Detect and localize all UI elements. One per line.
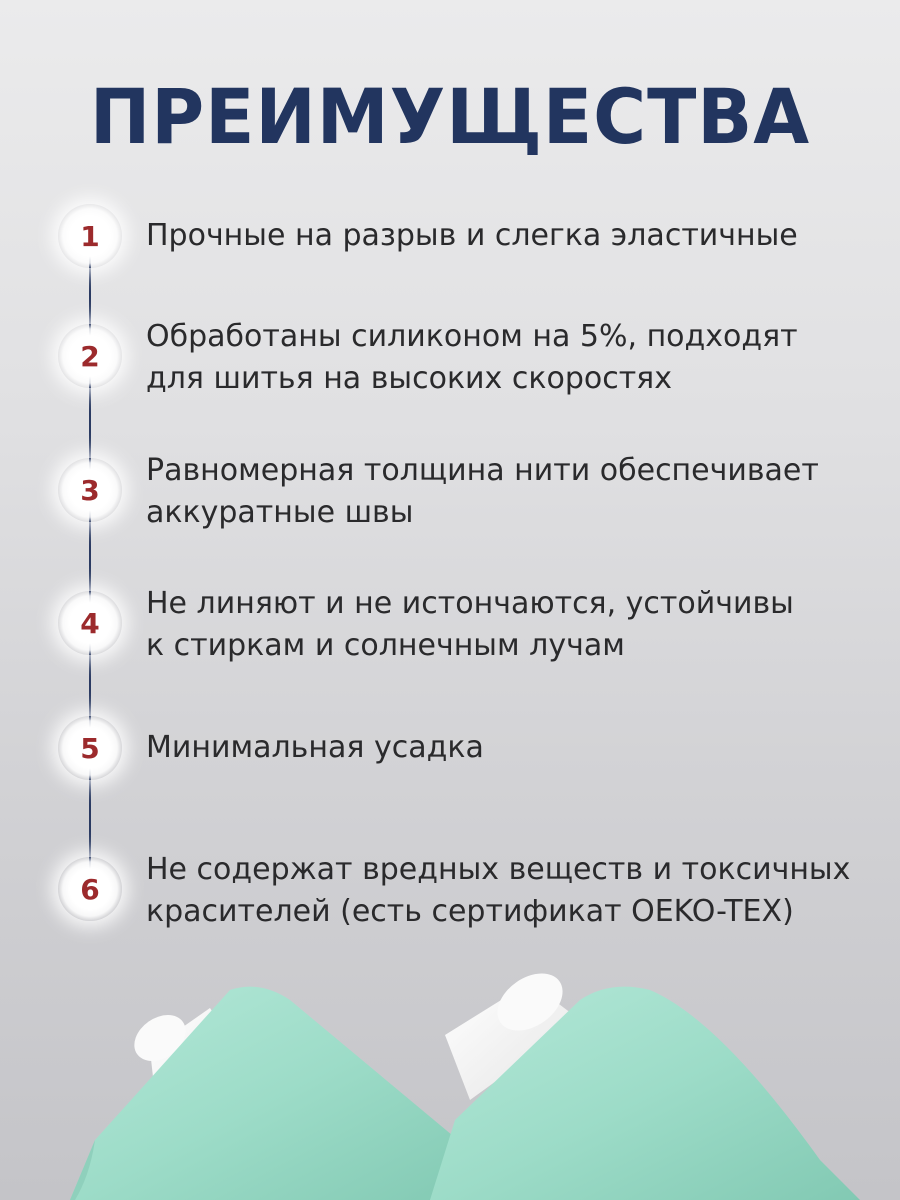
spool-left xyxy=(70,987,480,1200)
spool-right xyxy=(430,962,860,1200)
number-badge xyxy=(58,591,122,655)
item-line: для шитья на высоких скоростях xyxy=(146,361,672,396)
item-text xyxy=(146,450,866,534)
thread-spools-illustration xyxy=(0,960,900,1200)
item-number: 4 xyxy=(80,606,100,640)
item-text xyxy=(146,316,866,400)
item-line: Равномерная толщина нити обеспечивает xyxy=(146,453,819,488)
item-text xyxy=(146,727,866,769)
number-badge xyxy=(58,857,122,921)
item-number: 2 xyxy=(80,339,100,373)
item-line: к стиркам и солнечным лучам xyxy=(146,628,625,663)
page-title: ПРЕИМУЩЕСТВА xyxy=(89,72,811,161)
spool-thread xyxy=(70,987,480,1200)
item-number: 5 xyxy=(80,731,100,765)
item-text xyxy=(146,849,866,933)
item-line: Прочные на разрыв и слегка эластичные xyxy=(146,218,798,253)
number-badge xyxy=(58,458,122,522)
item-line: аккуратные швы xyxy=(146,495,414,530)
item-line: Обработаны силиконом на 5%, подходят xyxy=(146,319,798,354)
item-line: Не линяют и не истончаются, устойчивы xyxy=(146,586,794,621)
item-number: 3 xyxy=(80,473,100,507)
number-badge xyxy=(58,324,122,388)
item-number: 1 xyxy=(80,219,100,253)
item-line: Минимальная усадка xyxy=(146,730,484,765)
number-badge xyxy=(58,716,122,780)
number-badge xyxy=(58,204,122,268)
item-line: Не содержат вредных веществ и токсичных xyxy=(146,852,851,887)
thread-spools-svg xyxy=(0,960,900,1200)
item-line: красителей (есть сертификат OEKO-TEX) xyxy=(146,894,794,929)
item-number: 6 xyxy=(80,872,100,906)
item-text xyxy=(146,583,866,667)
item-text xyxy=(146,215,866,257)
